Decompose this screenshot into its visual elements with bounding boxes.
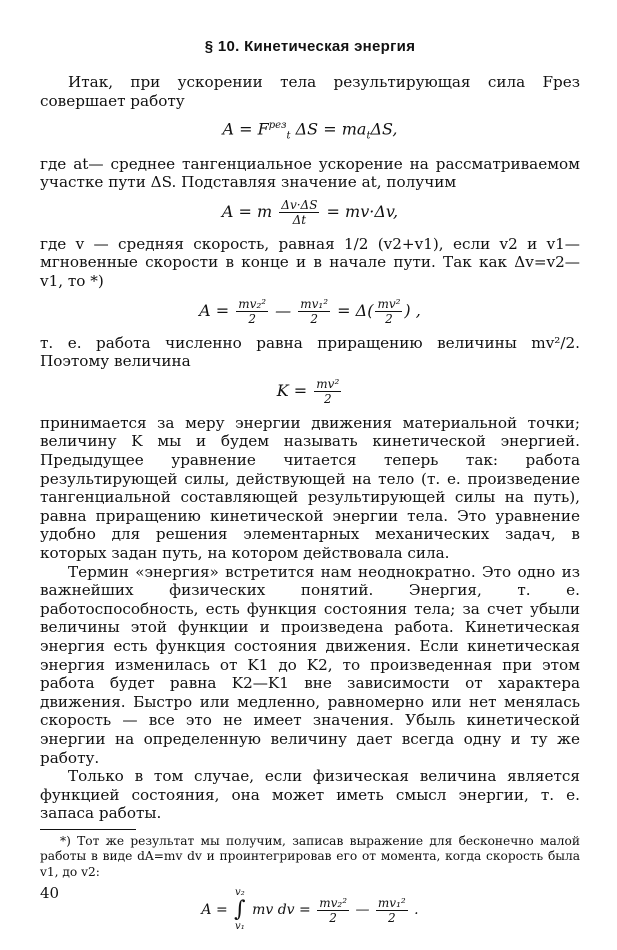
f2-fraction bbox=[279, 198, 319, 227]
f1-rhs: ΔS = ma bbox=[295, 119, 367, 139]
f5-lhs: A = bbox=[201, 902, 228, 919]
f4-fraction bbox=[314, 377, 341, 406]
footnote-rule bbox=[40, 829, 136, 830]
paragraph-3: где v — средняя скорость, равная 1/2 (v2+v1), если v2 и v1— мгновенные скорости в конце и в начале пути. Так как Δv=v2— v1, то *) bbox=[40, 234, 580, 291]
f5-integral bbox=[234, 886, 245, 934]
f3-den1: 2 bbox=[248, 311, 256, 326]
f3-num2: mv₁² bbox=[300, 296, 329, 311]
f1-lhs: A = F bbox=[222, 119, 269, 139]
f3-frac2 bbox=[298, 297, 330, 326]
formula-work-force bbox=[40, 116, 580, 147]
f3-frac3 bbox=[375, 297, 402, 326]
paragraph-2: где at— среднее тангенциальное ускорение на рассматриваемом участке пути ΔS. Подставляя значение at, получим bbox=[40, 154, 580, 192]
f3-minus: — bbox=[275, 300, 292, 320]
paragraph-4: т. е. работа численно равна приращению величины mv²/2. Поэтому величина bbox=[40, 333, 580, 371]
section-heading: § 10. Кинетическая энергия bbox=[204, 38, 416, 55]
f5-upper: v₂ bbox=[235, 887, 245, 899]
f3-den2: 2 bbox=[310, 311, 318, 326]
f3-lhs: A = bbox=[199, 300, 230, 320]
f5-num2: mv₁² bbox=[377, 895, 406, 910]
f3-num3: mv² bbox=[377, 296, 401, 311]
f4-den: 2 bbox=[323, 391, 332, 406]
f5-den1: 2 bbox=[329, 910, 337, 925]
f2-den: Δt bbox=[292, 212, 307, 227]
formula-work-energy bbox=[40, 297, 580, 326]
f1-end: ΔS, bbox=[370, 119, 398, 139]
f2-num: Δv·ΔS bbox=[281, 197, 318, 212]
f5-minus: — bbox=[355, 902, 370, 919]
paragraph-6: Термин «энергия» встретится нам неоднократно. Это одно из важнейших физических понятий. Энергия, т. е. работоспособность, есть функция состояния тела; за счет убыли величины этой функции и произведена работа. Кинетическая энергия есть функция состояния движения. Если кинетическая энергия изменилась от K1 до K2, то произведенная при этом работа будет равна K2—K1 вне зависимости от характера движения. Быстро или медленно, равномерно или нет менялась скорость — все это не имеет значения. Убыль кинетической энергии на определенную величину дает всегда одну и ту же работу. bbox=[40, 562, 580, 767]
f3-end: ) , bbox=[404, 300, 421, 320]
formula-integral bbox=[40, 886, 580, 934]
f5-body: mv dv = bbox=[252, 902, 311, 919]
paragraph-5: принимается за меру энергии движения материальной точки; величину K мы и будем называть кинетической энергией. Предыдущее уравнение читается теперь так: работа результирующей силы, действующей на тело (т. е. произведение тангенциальной составляющей результирующей силы на путь), равна приращению кинетической энергии тела. Это уравнение удобно для решения элементарных механических задач, в которых задан путь, на котором действовала сила. bbox=[40, 413, 580, 563]
f1-sub: t bbox=[286, 130, 291, 142]
f5-end: . bbox=[414, 902, 419, 919]
f2-lhs: A = m bbox=[221, 201, 273, 221]
f1-sup: рез bbox=[268, 120, 287, 132]
f3-frac1 bbox=[236, 297, 268, 326]
f5-den2: 2 bbox=[387, 910, 396, 925]
page-number: 40 bbox=[40, 884, 60, 902]
formula-kinetic-energy bbox=[40, 377, 580, 406]
footnote-text: *) Тот же результат мы получим, записав выражение для бесконечно малой работы в виде dA=mv dv и проинтегрировав его от момента, когда скорость была v1, до v2: bbox=[40, 833, 580, 879]
f5-num1: mv₂² bbox=[319, 895, 347, 910]
f4-lhs: K = bbox=[276, 380, 308, 400]
f1-sub2: t bbox=[366, 130, 371, 142]
f3-eq: = Δ( bbox=[337, 300, 374, 320]
paragraph-7: Только в том случае, если физическая величина является функцией состояния, она может иметь смысл энергии, т. е. запаса работы. bbox=[40, 767, 580, 823]
f3-num1: mv₂² bbox=[238, 296, 267, 311]
paragraph-1: Итак, при ускорении тела результирующая сила Fрез совершает работу bbox=[40, 73, 580, 110]
f5-lower: v₁ bbox=[235, 921, 245, 933]
f4-num: mv² bbox=[316, 376, 340, 391]
f2-rhs: = mv·Δv, bbox=[326, 201, 399, 221]
f3-den3: 2 bbox=[385, 311, 393, 326]
f5-int-sign: ∫ bbox=[234, 897, 246, 923]
f5-frac2 bbox=[376, 896, 408, 925]
f5-frac1 bbox=[317, 896, 349, 925]
formula-work-velocity bbox=[40, 198, 580, 227]
page-content bbox=[40, 30, 580, 942]
